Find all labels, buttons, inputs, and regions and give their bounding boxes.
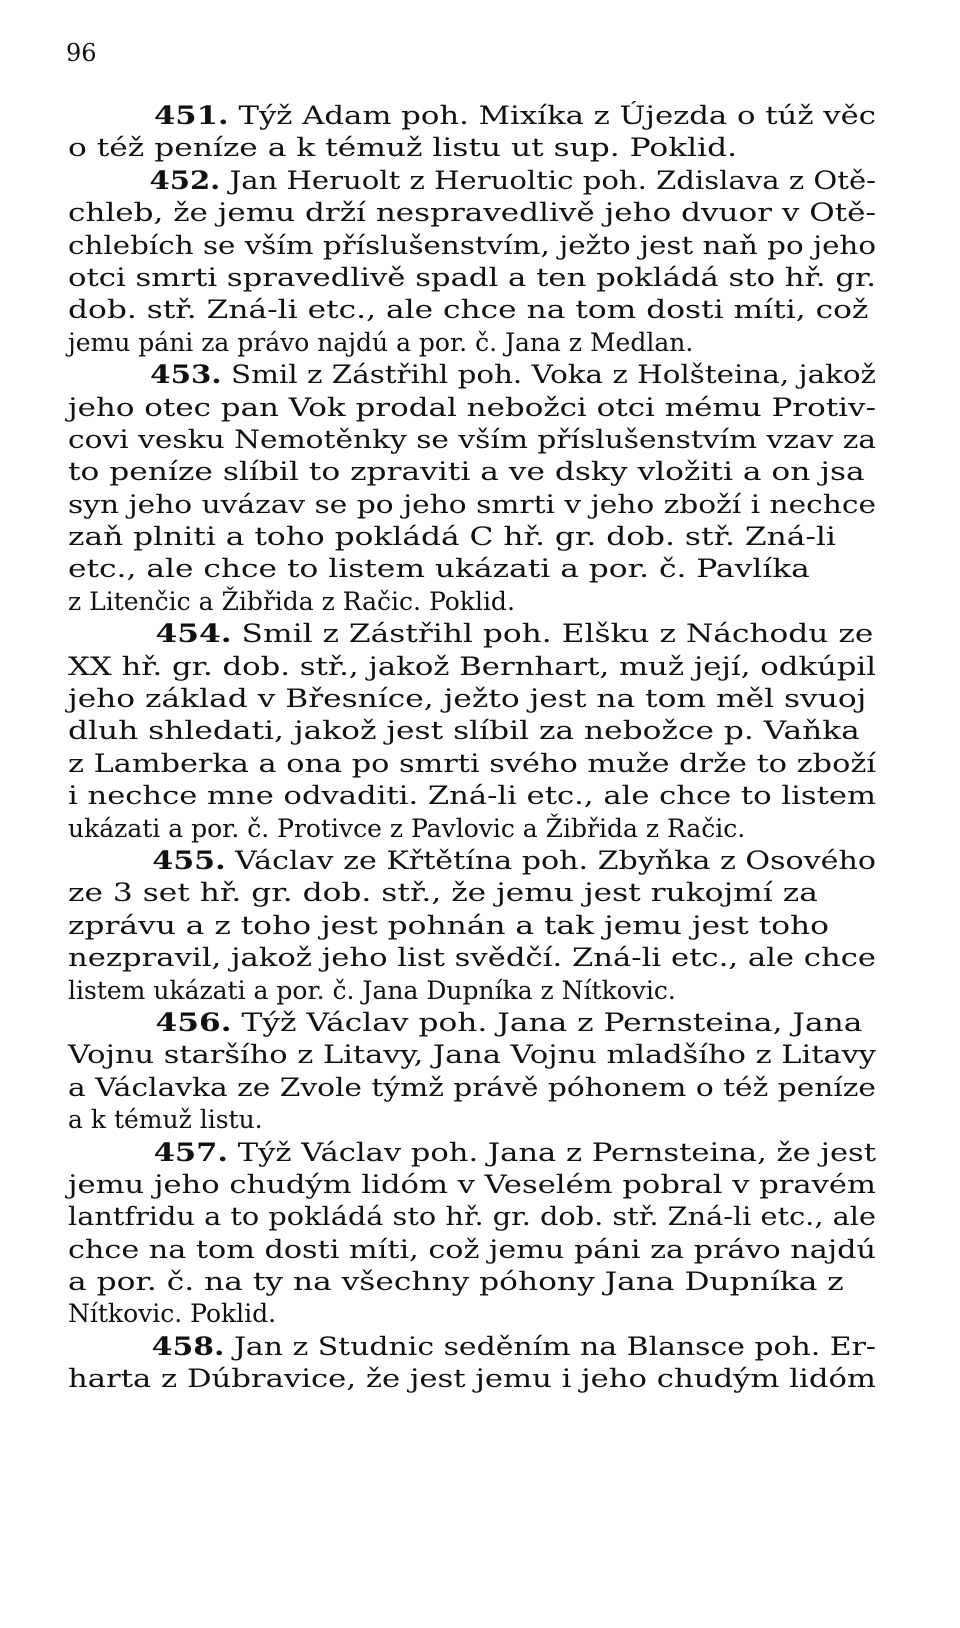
line-text: jeho otec pan Vok prodal nebožci otci mému Protiv- <box>68 392 876 422</box>
line-text: zaň plniti a toho pokládá C hř. gr. dob. stř. Zná-li <box>68 522 836 552</box>
text-line <box>68 456 876 488</box>
line-text: lantfridu a to pokládá sto hř. gr. dob. stř. Zná-li etc., ale <box>68 1202 876 1232</box>
line-text: to peníze slíbil to zpraviti a ve dsky vložiti a on jsa <box>68 457 865 487</box>
line-text: nezpravil, jakož jeho list svědčí. Zná-li etc., ale chce <box>68 943 876 973</box>
line-text: Týž Václav poh. Jana z Pernsteina, Jana <box>231 1007 863 1037</box>
text-line <box>68 165 876 197</box>
line-text: etc., ale chce to listem ukázati a por. č. Pavlíka <box>68 554 810 584</box>
text-block <box>68 100 876 1396</box>
line-text: a Václavka ze Zvole týmž právě póhonem o též peníze <box>68 1072 876 1102</box>
text-line <box>68 132 876 164</box>
entry-number: 456. <box>155 1007 232 1037</box>
line-text: Vojnu staršího z Litavy, Jana Vojnu mladšího z Litavy <box>68 1040 876 1070</box>
text-line <box>68 586 876 618</box>
text-line <box>68 618 876 650</box>
text-line <box>68 942 876 974</box>
text-line <box>68 813 876 845</box>
line-text: a por. č. na ty na všechny póhony Jana Dupníka z <box>68 1267 844 1297</box>
line-text: chlebích se vším příslušenstvím, ježto jest naň po jeho <box>68 230 877 260</box>
line-text: zprávu a z toho jest pohnán a tak jemu jest toho <box>68 910 829 940</box>
line-text: jemu páni za právo najdú a por. č. Jana z Medlan. <box>68 327 694 357</box>
line-text: harta z Dúbravice, že jest jemu i jeho chudým lidóm <box>68 1364 877 1394</box>
text-line <box>68 683 876 715</box>
text-line <box>68 359 876 391</box>
line-text: Týž Adam poh. Mixíka z Újezda o túž věc <box>228 101 876 130</box>
text-line <box>68 651 876 683</box>
text-line <box>68 262 876 294</box>
line-text: Václav ze Křtětína poh. Zbyňka z Osového <box>225 845 876 875</box>
line-text: i nechce mne odvaditi. Zná-li etc., ale chce to listem <box>68 781 876 811</box>
line-text: dob. stř. Zná-li etc., ale chce na tom dosti míti, což <box>68 295 869 325</box>
text-line <box>68 327 876 359</box>
page-number: 96 <box>66 39 97 67</box>
entry-number: 452. <box>149 165 221 195</box>
text-line <box>68 780 876 812</box>
text-line <box>68 197 876 229</box>
entry-number: 458. <box>151 1331 225 1361</box>
line-text: Týž Václav poh. Jana z Pernsteina, že jest <box>228 1137 877 1167</box>
entry-number: 454. <box>155 619 232 649</box>
text-line <box>68 877 876 909</box>
line-text: covi vesku Nemotěnky se vším příslušenstvím vzav za <box>68 424 877 454</box>
line-text: Nítkovic. Poklid. <box>68 1299 277 1329</box>
entry-number: 453. <box>150 360 222 390</box>
line-text: Jan Heruolt z Heruoltic poh. Zdislava z Otě- <box>220 165 877 195</box>
line-text: chleb, že jemu drží nespravedlivě jeho dvuor v Otě- <box>68 198 876 228</box>
entry-number: 451. <box>153 101 229 130</box>
text-line <box>68 1298 876 1330</box>
line-text: a k témuž listu. <box>68 1105 263 1135</box>
line-text: Smil z Zástřihl poh. Elšku z Náchodu ze <box>231 619 874 649</box>
text-line <box>68 1331 876 1363</box>
line-text: z Litenčic a Žibřida z Račic. Poklid. <box>68 586 515 616</box>
text-line <box>68 100 876 132</box>
text-line <box>68 489 876 521</box>
line-text: chce na tom dosti míti, což jemu páni za právo najdú <box>68 1234 876 1264</box>
text-line <box>68 1201 876 1233</box>
text-line <box>68 1137 876 1169</box>
line-text: jemu jeho chudým lidóm v Veselém pobral v pravém <box>68 1169 877 1199</box>
text-line <box>68 424 876 456</box>
entry-number: 455. <box>152 845 226 875</box>
text-line <box>68 845 876 877</box>
line-text: o též peníze a k témuž listu ut sup. Poklid. <box>68 133 738 163</box>
line-text: otci smrti spravedlivě spadl a ten pokládá sto hř. gr. <box>68 262 877 292</box>
text-line <box>68 294 876 326</box>
line-text: XX hř. gr. dob. stř., jakož Bernhart, muž její, odkúpil <box>68 651 877 681</box>
text-line <box>68 1266 876 1298</box>
text-line <box>68 1072 876 1104</box>
text-line <box>68 748 876 780</box>
line-text: jeho základ v Břesníce, ježto jest na tom měl svuoj <box>68 684 867 714</box>
entry-number: 457. <box>153 1137 229 1167</box>
line-text: Smil z Zástřihl poh. Voka z Holšteina, jakož <box>221 360 876 390</box>
text-line <box>68 1104 876 1136</box>
line-text: listem ukázati a por. č. Jana Dupníka z Nítkovic. <box>68 975 676 1005</box>
text-line <box>68 715 876 747</box>
text-line <box>68 230 876 262</box>
line-text: z Lamberka a ona po smrti svého muže drže to zboží <box>68 748 877 778</box>
line-text: ze 3 set hř. gr. dob. stř., že jemu jest rukojmí za <box>68 878 818 908</box>
text-line <box>68 392 876 424</box>
text-line <box>68 1363 876 1395</box>
text-line <box>68 975 876 1007</box>
text-line <box>68 553 876 585</box>
text-line <box>68 521 876 553</box>
line-text: syn jeho uvázav se po jeho smrti v jeho zboží i nechce <box>68 489 877 519</box>
line-text: dluh shledati, jakož jest slíbil za nebožce p. Vaňka <box>68 716 860 746</box>
text-line <box>68 1169 876 1201</box>
text-line <box>68 1039 876 1071</box>
text-line <box>68 1234 876 1266</box>
text-line <box>68 1007 876 1039</box>
text-line <box>68 910 876 942</box>
line-text: Jan z Studnic seděním na Blansce poh. Er- <box>224 1331 876 1361</box>
line-text: ukázati a por. č. Protivce z Pavlovic a Žibřida z Račic. <box>68 813 746 843</box>
